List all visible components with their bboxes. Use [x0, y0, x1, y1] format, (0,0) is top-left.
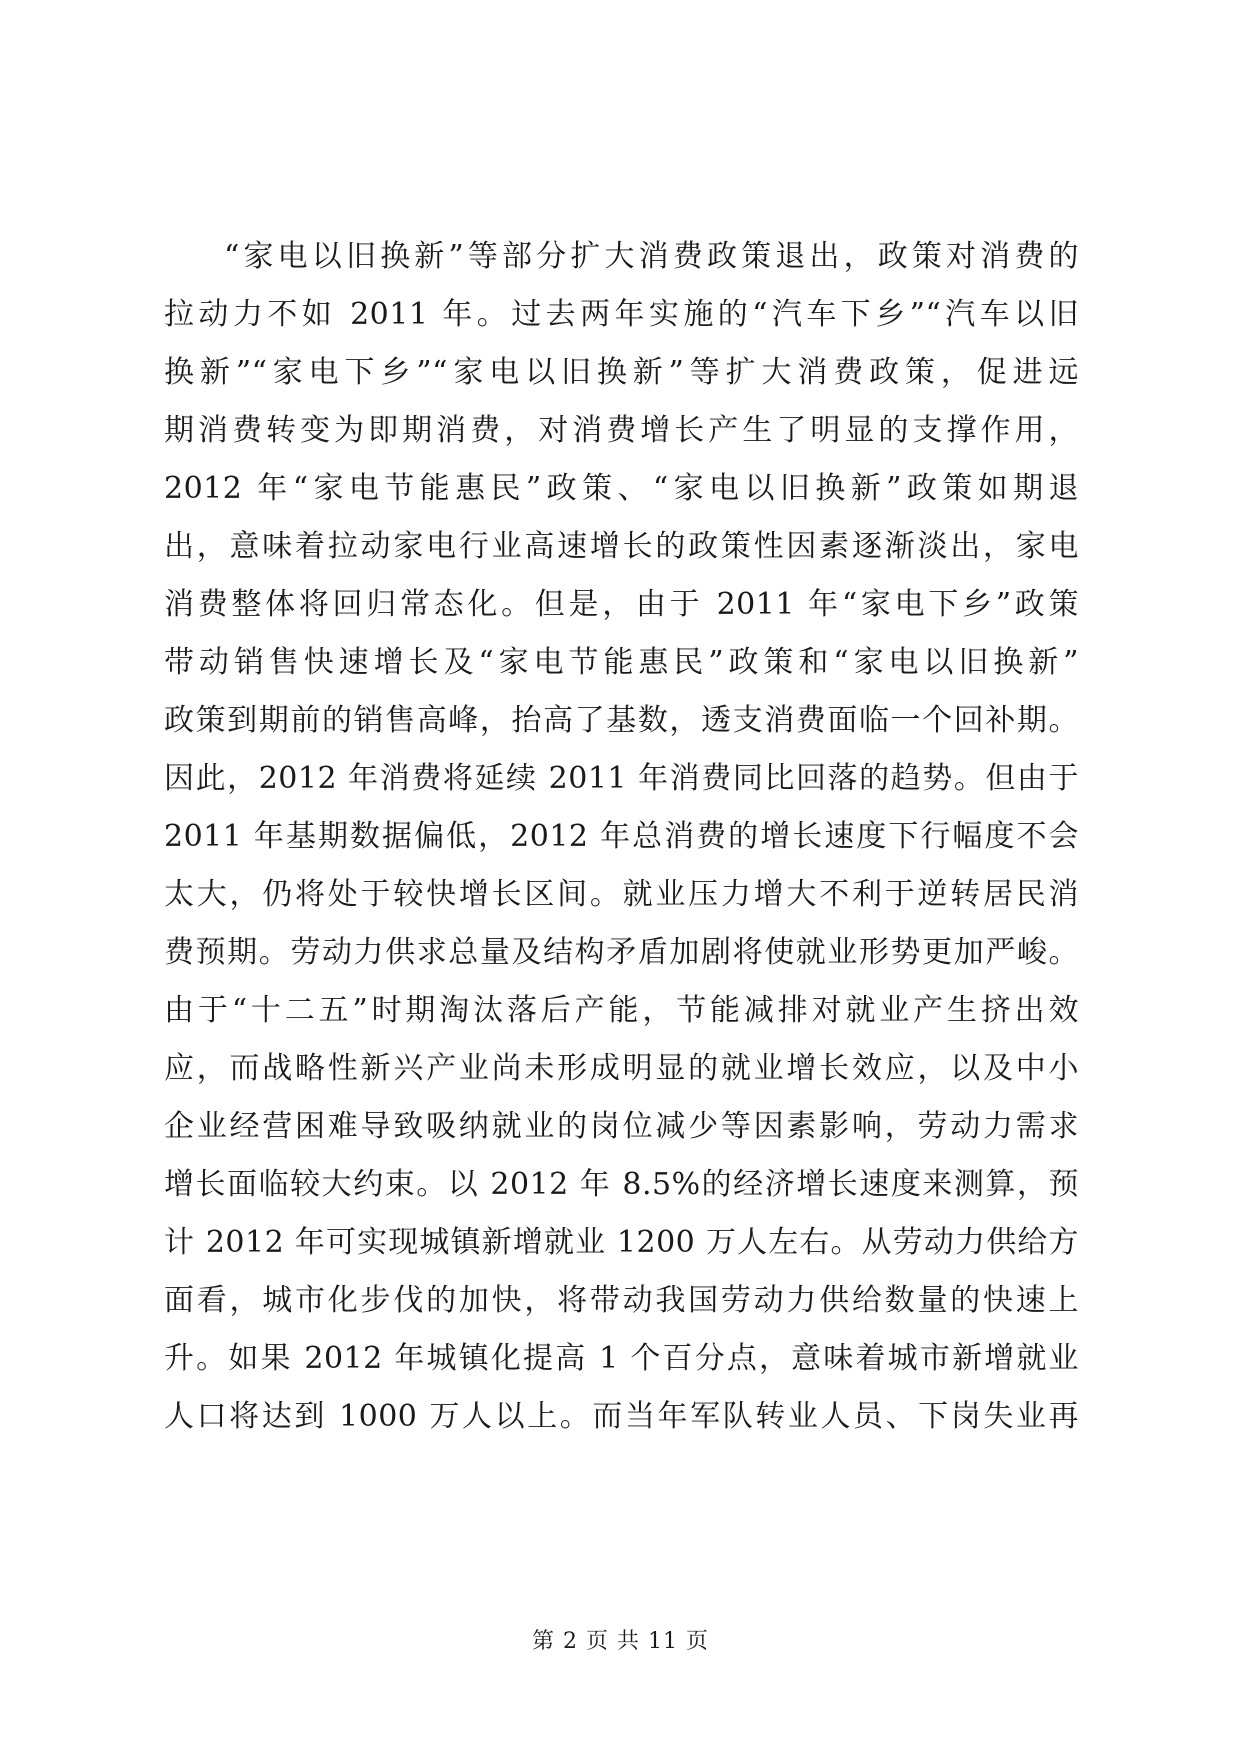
- text-line: 带动销售快速增长及“家电节能惠民”政策和“家电以旧换新”: [164, 645, 1079, 680]
- body-paragraph: [164, 228, 1079, 1446]
- text-line: 应，而战略性新兴产业尚未形成明显的就业增长效应，以及中小: [164, 1051, 1079, 1086]
- text-line: 由于“十二五”时期淘汰落后产能，节能减排对就业产生挤出效: [164, 993, 1079, 1028]
- text-line: “家电以旧换新”等部分扩大消费政策退出，政策对消费的: [224, 239, 1079, 274]
- text-line: 太大，仍将处于较快增长区间。就业压力增大不利于逆转居民消: [164, 877, 1079, 912]
- text-line: 计 2012 年可实现城镇新增就业 1200 万人左右。从劳动力供给方: [164, 1225, 1079, 1260]
- text-line: 拉动力不如 2011 年。过去两年实施的“汽车下乡”“汽车以旧: [164, 297, 1079, 332]
- text-line: 换新”“家电下乡”“家电以旧换新”等扩大消费政策，促进远: [164, 355, 1079, 390]
- text-line: 因此，2012 年消费将延续 2011 年消费同比回落的趋势。但由于: [164, 761, 1079, 796]
- text-line: 政策到期前的销售高峰，抬高了基数，透支消费面临一个回补期。: [164, 703, 1079, 738]
- text-line: 面看，城市化步伐的加快，将带动我国劳动力供给数量的快速上: [164, 1283, 1079, 1318]
- text-line: 费预期。劳动力供求总量及结构矛盾加剧将使就业形势更加严峻。: [164, 935, 1079, 970]
- text-line: 消费整体将回归常态化。但是，由于 2011 年“家电下乡”政策: [164, 587, 1079, 622]
- text-line: 企业经营困难导致吸纳就业的岗位减少等因素影响，劳动力需求: [164, 1109, 1079, 1144]
- text-line: 2012 年“家电节能惠民”政策、“家电以旧换新”政策如期退: [164, 471, 1079, 506]
- text-line: 升。如果 2012 年城镇化提高 1 个百分点，意味着城市新增就业: [164, 1341, 1079, 1376]
- text-line: 期消费转变为即期消费，对消费增长产生了明显的支撑作用，: [164, 413, 1079, 448]
- text-line: 增长面临较大约束。以 2012 年 8.5%的经济增长速度来测算，预: [164, 1167, 1079, 1202]
- page-footer: 第 2 页 共 11 页: [532, 1629, 709, 1654]
- text-line: 人口将达到 1000 万人以上。而当年军队转业人员、下岗失业再: [164, 1399, 1079, 1434]
- text-line: 出，意味着拉动家电行业高速增长的政策性因素逐渐淡出，家电: [164, 529, 1079, 564]
- text-line: 2011 年基期数据偏低，2012 年总消费的增长速度下行幅度不会: [164, 819, 1079, 854]
